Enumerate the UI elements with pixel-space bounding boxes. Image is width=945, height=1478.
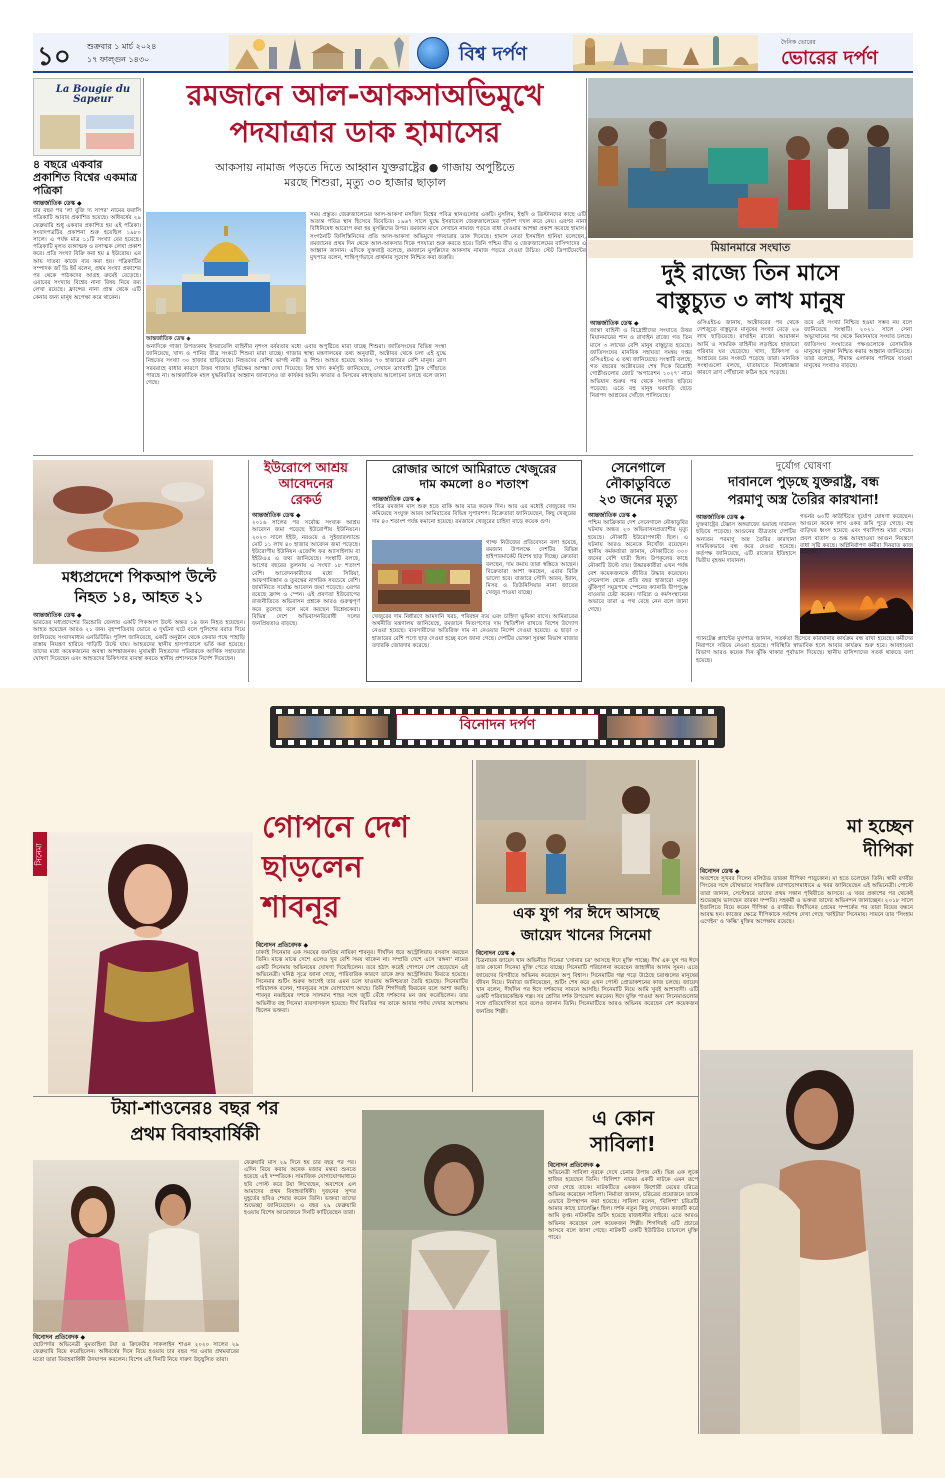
deepika-headline-line2: দীপিকা xyxy=(863,840,913,861)
zayed-illustration xyxy=(476,760,696,904)
zayed-body xyxy=(476,950,698,1092)
europe-headline-line1: ইউরোপে আশ্রয় xyxy=(264,461,348,476)
divider xyxy=(586,78,587,452)
myanmar-text-2: ওসিএইচএ জানায়, অক্টোবরের পর থেকে দেশজুড়ে বাস্তুচ্যুত মানুষের সংখ্যা বেড়ে ২৬ লাখ ছাড়িয়েছে। রাখাইন রাজ্যে আরাকান আর্মি ও সামরিক বাহিনীর লড়াইয়ে হাজারো পরিবার ঘর ছেড়েছে। খাদ্য, চিকিৎসা ও আশ্রয়ের চরম সংকটে পড়েছে তারা। মানবিক সংস্থাগুলো বলছে, যাতায়াতে নিষেধাজ্ঞার কারণে ত্রাণ পৌঁছানো কঠিন হয়ে পড়েছে। xyxy=(697,320,799,377)
globe-icon xyxy=(417,37,449,69)
toya-headline-line1: টয়া-শাওনের৪ বছর পর xyxy=(111,1098,279,1119)
zayed-headline-line2: জায়েদ খানের সিনেমা xyxy=(520,926,652,944)
sabila-illustration xyxy=(362,1110,544,1434)
left-story-byline: আন্তর্জাতিক ডেস্ক ◆ xyxy=(33,200,82,207)
dates-text-right: গাল্ফ নিউজের প্রতিবেদনে বলা হয়েছে, রমজান উপলক্ষে দেশটির বিভিন্ন হাইপারমার্কেট বিশেষ ছাড় দিচ্ছে। ক্রেতারা বলছেন, দাম কমায় তারা স্বস্তিতে আছেন। বিক্রেতারা আশা করছেন, এবার বিক্রি ভালো হবে। বাজারে সৌদি আরব, ইরান, মিসর ও তিউনিসিয়ার নানা জাতের খেজুর পাওয়া যাচ্ছে। xyxy=(486,540,578,597)
entertainment-section-title: বিনোদন দর্পণ xyxy=(459,717,536,733)
film-strip-banner xyxy=(270,706,725,748)
cinema-side-tab xyxy=(33,832,47,876)
film-strip-frames-left xyxy=(278,716,388,738)
world-landmarks-illustration xyxy=(573,35,758,71)
senegal-headline-line1: সেনেগালে xyxy=(610,461,666,476)
myanmar-headline-line2: বাস্তুচ্যুত ৩ লাখ মানুষ xyxy=(656,289,845,314)
date-line-2: ১৭ ফাল্গুন ১৪৩০ xyxy=(87,55,150,64)
divider xyxy=(33,1096,698,1097)
toya-body-left xyxy=(33,1334,239,1434)
toya-headline-line2: প্রথম বিবাহবার্ষিকী xyxy=(130,1124,260,1145)
zayed-headline-line1: এক যুগ পর ঈদে আসছে xyxy=(513,904,659,922)
lead-body-col1 xyxy=(310,212,586,452)
shabnur-headline-line2: ছাড়লেন xyxy=(262,850,363,885)
wildfire-body-col2 xyxy=(800,514,913,557)
cinema-side-tab-label: সিনেমা xyxy=(34,843,44,866)
europe-headline-line2: আবেদনের xyxy=(278,477,334,492)
divider xyxy=(691,460,692,682)
newspaper-image-block xyxy=(86,115,134,129)
landmarks-illustration xyxy=(229,35,409,71)
sabila-headline-line1: এ কোন xyxy=(591,1106,655,1130)
dates-body-top xyxy=(372,496,576,540)
toya-body-mid xyxy=(244,1160,356,1434)
europe-body xyxy=(252,512,360,684)
mp-byline: আন্তর্জাতিক ডেস্ক ◆ xyxy=(33,612,82,619)
wildfire-kicker: দুর্যোগ ঘোষণা xyxy=(775,461,832,472)
myanmar-text-1: জান্তা বাহিনী ও বিদ্রোহীদের সংঘাতে উত্তর মিয়ানমারের শান ও রাখাইন রাজ্যে গত তিন মাসে ৩ লাখের বেশি মানুষ বাস্তুচ্যুত হয়েছে। জাতিসংঘের মানবিক সহায়তা সমন্বয় দপ্তর ওসিএইচএ এ তথ্য জানিয়েছে। সংস্থাটি বলছে, গত বছরের অক্টোবরের শেষ দিকে বিদ্রোহী গোষ্ঠীগুলোর জোট 'অপারেশন ১০২৭' নামে অভিযান শুরুর পর থেকে সংঘাত ছড়িয়ে পড়েছে। এতে বহু মানুষ ঘরবাড়ি ছেড়ে নিরাপদ আশ্রয়ের খোঁজে পালিয়েছে। xyxy=(590,328,692,400)
market-illustration xyxy=(372,540,482,612)
wildfire-byline: আন্তর্জাতিক ডেস্ক ◆ xyxy=(696,514,745,521)
dates-body-bottom xyxy=(372,614,578,680)
lead-body-col1-text: সময় প্রস্তুত। জেরুজালেমের আল-আকসা মসজিদ বিশ্বের পবিত্র স্থানগুলোর একটি। মুসলিম, ইহুদি ও খ্রিস্টানদের কাছে এটি অত্যন্ত পবিত্র স্থান হিসেবে বিবেচিত। ১৯৬৭ সালে যুদ্ধে ইসরায়েল জেরুজালেমের পূর্বাংশ দখল করে নেয়। এরপর নানা বিধিনিষেধ আরোপ করা হয় মুসল্লিদের উপর। রমজান মাসে সেখানে নামাজ পড়তে বাধা দেওয়ার আশঙ্কা প্রকাশ করেছে হামাস। সংগঠনটি ফিলিস্তিনিদের প্রতি আল-আকসা অভিমুখে পদযাত্রার ডাক দিয়েছে। হামাস নেতা ইসমাইল হানিয়া বলেছেন, রমজানের প্রথম দিন থেকে আল-আকসার দিকে পদযাত্রা শুরু করতে হবে। তিনি পশ্চিম তীর ও জেরুজালেমের বাসিন্দাদের এ আহ্বান জানান। এদিকে যুক্তরাষ্ট্র বলেছে, রমজানে মুসল্লিদের আকসায় নামাজ পড়তে দেওয়া উচিত। স্টেট ডিপার্টমেন্টের মুখপাত্র বলেন, শান্তিপূর্ণভাবে প্রার্থনার সুযোগ নিশ্চিত করা জরুরি। xyxy=(310,212,586,262)
sabila-byline: বিনোদন প্রতিবেদক ◆ xyxy=(548,1162,601,1169)
wildfire-headline-line1: দাবানলে পুড়ছে যুক্তরাষ্ট্র, বন্ধ xyxy=(728,475,879,490)
left-story-body xyxy=(33,200,141,452)
wildfire-body-col1 xyxy=(696,514,796,634)
shabnur-text: ঢাকাই সিনেমার এক সময়ের জনপ্রিয় নায়িকা শাবনূর। দীর্ঘদিন ধরে অস্ট্রেলিয়ায় বসবাস করছেন তিনি। মাঝে মাঝে দেশে এলেও খুব বেশি সময় থাকেন না। সম্প্রতি দেশে এসে 'রঙ্গনা' নামের একটি সিনেমায় অভিনয়ের ঘোষণা দিয়েছিলেন। তবে হঠাৎ করেই গোপনে দেশ ছেড়েছেন এই অভিনেত্রী। ঘনিষ্ঠ সূত্রে জানা গেছে, পারিবারিক কারণে তাকে দ্রুত অস্ট্রেলিয়ায় ফিরতে হয়েছে। সিনেমার শুটিং শুরুর আগেই তার এমন চলে যাওয়ায় অনিশ্চয়তা তৈরি হয়েছে। সিনেমাটির পরিচালক বলেন, শাবনূরের সঙ্গে যোগাযোগ আছে। তিনি শিগগিরই ফিরবেন বলে আশা করছি। শাবনূর নব্বইয়ের দশকে সালমান শাহর সঙ্গে জুটি বেঁধে দর্শকদের মন জয় করেছিলেন। তার অভিনীত বহু সিনেমা ব্যবসাসফল হয়েছে। দীর্ঘ বিরতির পর তাকে আবার পর্দায় দেখার অপেক্ষায় ছিলেন ভক্তরা। xyxy=(256,950,468,1014)
shabnur-byline: বিনোদন প্রতিবেদক ◆ xyxy=(256,942,309,949)
mp-text: ভারতের মধ্যপ্রদেশের ডিন্ডোরি জেলায় একটি পিকআপ উল্টে অন্তত ১৪ জন নিহত হয়েছেন। আহত হয়েছেন আরও ২১ জন। বৃহস্পতিবার ভোরে এ দুর্ঘটনা ঘটে বলে পুলিশের বরাত দিয়ে জানিয়েছে সংবাদমাধ্যম এনডিটিভি। পুলিশ জানিয়েছে, একটি অনুষ্ঠান থেকে ফেরার পথে পাহাড়ি রাস্তায় নিয়ন্ত্রণ হারিয়ে গাড়িটি উল্টে যায়। আহতদের স্থানীয় হাসপাতালে ভর্তি করা হয়েছে। তাদের মধ্যে কয়েকজনের অবস্থা আশঙ্কাজনক। মুখ্যমন্ত্রী নিহতদের পরিবারকে আর্থিক সহায়তার ঘোষণা দিয়েছেন এবং আহতদের চিকিৎসার ব্যবস্থা করতে স্থানীয় প্রশাসনকে নির্দেশ দিয়েছেন। xyxy=(33,620,245,663)
shabnur-body xyxy=(256,942,468,1092)
shabnur-headline-line3: শাবনূর xyxy=(262,890,340,925)
zayed-byline: বিনোদন ডেস্ক ◆ xyxy=(476,950,516,957)
wildfire-text-2: গভর্নর ৬০টি কাউন্টিতে দুর্যোগ ঘোষণা করেছেন। আগুনে কয়েক লাখ একর জমি পুড়ে গেছে। বহু বাড়িঘর ধ্বংস হয়েছে এবং গবাদিপশু মারা গেছে। প্রবল বাতাস ও শুষ্ক আবহাওয়া আগুন নিয়ন্ত্রণে বাধা সৃষ্টি করছে। অগ্নিনির্বাপণ কর্মীরা দিনরাত কাজ করছেন। xyxy=(800,514,913,557)
lead-subhead-sep: ● xyxy=(428,161,439,174)
senegal-headline-line3: ২৩ জনের মৃত্যু xyxy=(598,493,678,508)
wildfire-text-bottom: প্যানটেক্স প্ল্যান্টের মুখপাত্র জানান, সতর্কতা হিসেবে কারখানার কার্যক্রম বন্ধ রাখা হয়েছে। কর্মীদের নিরাপদে সরিয়ে নেওয়া হয়েছে। পরিস্থিতি স্বাভাবিক হলে আবার কার্যক্রম শুরু হবে। আবহাওয়া বিভাগ আরও কয়েক দিন ঝুঁকি থাকার পূর্বাভাস দিয়েছে। স্থানীয় বাসিন্দাদের সতর্ক থাকতে বলা হয়েছে। xyxy=(696,636,913,664)
lead-body-col2-text: অন্যদিকে গাজা উপত্যকায় ইসরায়েলি বাহিনীর নৃশংস বর্বরতার মধ্যে এবার অপুষ্টিতে মারা যাচ্ছে শিশুরা। জাতিসংঘের বিভিন্ন সংস্থা জানিয়েছে, খাদ্য ও পানির তীব্র সংকটে শিশুরা মারা যাচ্ছে। গাজার স্বাস্থ্য মন্ত্রণালয়ের তথ্য অনুযায়ী, অক্টোবর থেকে চলা এই যুদ্ধে নিহতের সংখ্যা ৩০ হাজার ছাড়িয়েছে। নিহতদের বেশির ভাগই নারী ও শিশু। আহত হয়েছে আরও ৭০ হাজারের বেশি মানুষ। ত্রাণ সরবরাহে বাধার কারণে উত্তর গাজায় দুর্ভিক্ষের আশঙ্কা দেখা দিয়েছে। বিশ্ব খাদ্য কর্মসূচি জানিয়েছে, সেখানে ত্রাণবাহী ট্রাক পৌঁছাতে পারছে না। আন্তর্জাতিক মহল যুদ্ধবিরতির আহ্বান জানালেও তা কার্যকর হয়নি। কাতার ও মিসরের মধ্যস্থতায় আলোচনা চলছে বলে জানা গেছে। xyxy=(146,344,446,387)
zayed-text: চিত্রনায়ক জায়েদ খান অভিনীত সিনেমা 'সোনার চর' আসছে ঈদে মুক্তি পাচ্ছে। দীর্ঘ এক যুগ পর ঈদে তার কোনো সিনেমা মুক্তি পেতে যাচ্ছে। সিনেমাটি পরিচালনা করেছেন জাহাঙ্গীর আলম সুমন। এতে জায়েদের বিপরীতে অভিনয় করেছেন অপু বিশ্বাস। সিনেমাটির গল্প গড়ে উঠেছে চরাঞ্চলের মানুষের জীবন নিয়ে। নির্মাতা জানিয়েছেন, শুটিং শেষ করে এখন পোস্ট প্রোডাকশনের কাজ চলছে। জায়েদ খান বলেন, দীর্ঘদিন পর ঈদে দর্শকদের সামনে আসছি। সিনেমাটি নিয়ে আমি খুবই আশাবাদী। এটি একটি পরিবারকেন্দ্রিক গল্প। সব শ্রেণির দর্শক উপভোগ করবেন। ঈদে মুক্তি পাওয়া অন্য সিনেমাগুলোর সঙ্গে প্রতিযোগিতা হবে বলেও জানান তিনি। সিনেমাটিতে আরও অভিনয় করেছেন বেশ কয়েকজন জনপ্রিয় শিল্পী। xyxy=(476,958,698,1015)
myanmar-kicker: মিয়ানমারে সংঘাত xyxy=(710,241,791,254)
lead-subhead-line2: মরছে শিশুরা, মৃত্যু ৩০ হাজার ছাড়াল xyxy=(284,176,446,189)
myanmar-body-col3 xyxy=(804,320,912,452)
lead-photo-caption: আন্তর্জাতিক ডেস্ক ◆ xyxy=(146,336,191,342)
lead-subhead-b: গাজায় অপুষ্টিতে xyxy=(441,161,515,174)
wildfire-text-1: যুক্তরাষ্ট্রের টেক্সাস অঙ্গরাজ্যে ভয়াবহ দাবানল ছড়িয়ে পড়েছে। আগুনের তীব্রতায় দেশটির অন্যতম পরমাণু অস্ত্র তৈরির কারখানা সাময়িকভাবে বন্ধ করে দেওয়া হয়েছে। কর্তৃপক্ষ জানিয়েছে, এটি রাজ্যের ইতিহাসে দ্বিতীয় বৃহত্তম দাবানল। xyxy=(696,522,796,565)
senegal-body xyxy=(588,512,688,684)
deepika-photo xyxy=(700,1050,913,1434)
wildfire-photo xyxy=(800,548,913,634)
toya-illustration xyxy=(33,1160,239,1332)
sabila-photo xyxy=(362,1110,544,1434)
europe-byline: আন্তর্জাতিক ডেস্ক ◆ xyxy=(252,512,301,519)
sabila-text: অভিনেত্রী সাবিলা নূরকে দেখে চেনার উপায় নেই। ভিন্ন এক লুকে হাজির হয়েছেন তিনি। 'বিলিশা' নামের একটি নাটকে এমন রূপে দেখা গেছে তাকে। নাটকটিতে একজন কিশোরী মেয়ের চরিত্রে অভিনয় করেছেন সাবিলা। নির্মাতা জানান, চরিত্রের প্রয়োজনে তাকে এভাবে উপস্থাপন করা হয়েছে। সাবিলা বলেন, 'বিলিশা' চরিত্রটি আমার কাছে চ্যালেঞ্জিং ছিল। দর্শক নতুন কিছু দেখবেন। কাজটি করে আমি তৃপ্ত। নাটকটির শুটিং হয়েছে রাজধানীর বাইরে। এতে আরও অভিনয় করেছেন বেশ কয়েকজন শিল্পী। শিগগিরই এটি প্রচারে আসবে বলে জানা গেছে। নাটকটি একটি ইউটিউব চ্যানেলে মুক্তি পাবে। xyxy=(548,1170,698,1242)
divider xyxy=(248,460,249,682)
dates-text-bottom: খেজুরের দাম নির্ধারণে আমদানি খরচ, পরিবহন ব্যয় এবং চাহিদা ভূমিকা রাখে। আমিরাতের অর্থনীতি মন্ত্রণালয় জানিয়েছে, রমজানে নিত্যপণ্যের দাম স্থিতিশীল রাখতে বিশেষ উদ্যোগ নেওয়া হয়েছে। ব্যবসায়ীদের অতিরিক্ত দাম না নেওয়ার নির্দেশ দেওয়া হয়েছে। এ ছাড়া ৩ হাজারের বেশি পণ্যে ছাড় দেওয়া হচ্ছে বলে জানা গেছে। দেশটির ভোক্তা সুরক্ষা বিভাগ বাজার তদারকি জোরদার করেছে। xyxy=(372,614,578,649)
deepika-illustration xyxy=(700,1050,913,1434)
section-title: বিশ্ব দর্পণ xyxy=(459,43,527,65)
al-aqsa-photo xyxy=(146,212,306,334)
divider xyxy=(472,760,473,1092)
europe-headline-line3: রেকর্ড xyxy=(290,493,322,508)
toya-text-mid: ফেব্রুয়ারি মাস ২৯ দিনে হয় চার বছর পর পর। এদিন বিয়ে করায় অনেক মজার মন্তব্য শুনতে হয়েছে এই দম্পতিকে। সামাজিক যোগাযোগমাধ্যমে ছবি পোস্ট করে টয়া লিখেছেন, অবশেষে এল আমাদের প্রথম বিবাহবার্ষিকী। দুজনের সুন্দর মুহূর্তের ছবিও শেয়ার করেন তিনি। ভক্তরা তাদের শুভেচ্ছা জানিয়েছেন। এ বছর ২৯ ফেব্রুয়ারি হওয়ায় বিশেষ আয়োজনে দিনটি কাটিয়েছেন তারা। xyxy=(244,1160,356,1217)
lead-subhead-a: আকসায় নামাজ পড়তে দিতে আহ্বান যুক্তরাষ্ট্রের xyxy=(215,161,426,174)
myanmar-text-3: তবে এই সংখ্যা নিশ্চিত হওয়া সম্ভব নয় বলে জানিয়েছে সংস্থাটি। ২০২১ সালে সেনা অভ্যুত্থানের পর থেকে মিয়ানমারে সংঘাত চলছে। জাতিসংঘ সংঘাতের পক্ষগুলোকে বেসামরিক মানুষের সুরক্ষা নিশ্চিত করার আহ্বান জানিয়েছে। তারা বলেছে, সীমান্ত এলাকায় পালিয়ে যাওয়া মানুষের সংখ্যাও বাড়ছে। xyxy=(804,320,912,370)
myanmar-body-col1 xyxy=(590,320,692,452)
toya-photo xyxy=(33,1160,239,1332)
date-line-1: শুক্রবার ১ মার্চ ২০২৪ xyxy=(87,42,157,51)
masthead xyxy=(33,33,913,73)
mp-headline-line1: মধ্যপ্রদেশে পিকআপ উল্টে xyxy=(61,568,217,586)
europe-text: ২০১৬ সালের পর সর্বোচ্চ সংখ্যক আশ্রয় আবেদন জমা পড়েছে ইউরোপীয় ইউনিয়নে। ২০২৩ সালে ইইউ, নরওয়ে ও সুইজারল্যান্ডে মোট ১১ লাখ ৪০ হাজার আবেদন জমা পড়েছে। ইউরোপীয় ইউনিয়ন এজেন্সি ফর অ্যাসাইলাম বা ইইউএএ এ তথ্য জানিয়েছে। সংস্থাটি বলছে, আগের বছরের তুলনায় এ সংখ্যা ১৮ শতাংশ বেশি। আবেদনকারীদের মধ্যে সিরিয়া, আফগানিস্তান ও তুরস্কের নাগরিক সবচেয়ে বেশি। জার্মানিতে সর্বোচ্চ আবেদন জমা পড়েছে। এরপর রয়েছে ফ্রান্স ও স্পেন। এই প্রবণতা ইউরোপের রাজনীতিতে অভিবাসন প্রশ্নকে আরও গুরুত্বপূর্ণ করে তুলেছে বলে মনে করছেন বিশ্লেষকেরা। বিভিন্ন দেশে অভিবাসনবিরোধী দলের জনপ্রিয়তাও বাড়ছে। xyxy=(252,520,360,628)
page-number: ১০ xyxy=(37,42,71,72)
myanmar-body-col2 xyxy=(697,320,799,452)
film-strip-frames-right xyxy=(607,716,717,738)
toya-byline: বিনোদন প্রতিবেদক ◆ xyxy=(33,1334,86,1341)
myanmar-headline-line1: দুই রাজ্যে তিন মাসে xyxy=(661,261,840,286)
lead-subhead xyxy=(145,160,585,190)
paper-logo-small: দৈনিক ভোরের xyxy=(781,39,816,46)
dates-market-photo xyxy=(372,540,482,612)
accident-photo xyxy=(33,460,213,564)
wildfire-headline-line2: পরমাণু অস্ত্র তৈরির কারখানা! xyxy=(727,493,880,508)
wildfire-illustration xyxy=(800,548,913,634)
left-story-text: চার বছর পর 'লা বুজি দ্য সাপর' নামের ফরাসি পত্রিকাটি আবার প্রকাশিত হয়েছে। অধিবর্ষের ২৯ ফেব্রুয়ারি শুধু একবার প্রকাশিত হয় এই পত্রিকা। সংবাদপত্রটির প্রকাশনা শুরু হয়েছিল ১৯৮০ সালে। এ পর্যন্ত মাত্র ১১টি সংখ্যা বের হয়েছে। পত্রিকাটি মূলত ব্যঙ্গাত্মক ও রসাত্মক লেখা প্রকাশ করে। প্রতি সংখ্যা বিক্রি করা হয় ৪ ইউরোয়। এর আয় দাতব্য কাজে ব্যয় করা হয়। পত্রিকাটির সম্পাদক জ্যঁ ডি ইয়ঁ বলেন, প্রথম সংখ্যা প্রকাশের পর থেকে পাঠকদের আগ্রহ ক্রমেই বেড়েছে। এবারের সংখ্যায় বিশ্বের নানা বিষয় নিয়ে রম্য লেখা রয়েছে। ফ্রান্সের নানা প্রান্ত থেকে এটি কেনার জন্য মানুষ অপেক্ষা করে থাকেন। xyxy=(33,208,141,301)
divider xyxy=(33,455,913,456)
wildfire-body-bottom xyxy=(696,636,913,684)
shabnur-illustration xyxy=(48,832,253,1094)
dates-body-right xyxy=(486,540,578,612)
shabnur-headline-line1: গোপনে দেশ xyxy=(262,810,409,845)
film-strip-holes-bottom xyxy=(276,740,719,745)
deepika-body xyxy=(700,868,913,1048)
deepika-byline: বিনোদন ডেস্ক ◆ xyxy=(700,868,740,875)
paper-logo: ভোরের দর্পণ xyxy=(781,47,878,69)
left-story-headline: ৪ বছরে একবার প্রকাশিত বিশ্বের একমাত্র পত্রিকা xyxy=(33,158,138,197)
accident-illustration xyxy=(33,460,213,564)
newspaper-image-block xyxy=(86,133,134,149)
newspaper-image xyxy=(33,78,141,156)
sabila-body xyxy=(548,1162,698,1434)
dates-headline-line1: রোজার আগে আমিরাতে খেজুরের xyxy=(391,462,557,476)
divider xyxy=(698,760,699,1434)
shabnur-photo xyxy=(48,832,253,1094)
lead-headline-line2: পদযাত্রার ডাক হামাসের xyxy=(229,115,501,149)
mp-body xyxy=(33,612,245,682)
dates-headline-line2: দাম কমলো ৪০ শতাংশ xyxy=(419,477,529,491)
sabila-headline-line2: সাবিলা! xyxy=(590,1132,656,1156)
divider xyxy=(143,78,144,452)
dome-illustration xyxy=(146,212,306,334)
senegal-headline-line2: নৌকাডুবিতে xyxy=(605,477,671,492)
gaza-crowd-illustration xyxy=(588,78,913,238)
dates-text-top: পবিত্র রমজান মাস শুরু হতে বাকি আর মাত্র কয়েক দিন। আর এর মধ্যেই খেজুরের দাম কমিয়েছে সংযুক্ত আরব আমিরাতের বিভিন্ন সুপারশপ। বিক্রেতারা জানিয়েছেন, কিছু খেজুরের দাম ৪০ শতাংশ পর্যন্ত কমানো হয়েছে। রমজানে খেজুরের চাহিদা বাড়ে কয়েক গুণ। xyxy=(372,504,576,525)
gaza-photo xyxy=(588,78,913,238)
deepika-text: অবশেষে সুখবর দিলেন বলিউড তারকা দীপিকা পাড়ুকোন। মা হতে চলেছেন তিনি। স্বামী রণবীর সিংয়ের সঙ্গে যৌথভাবে সামাজিক যোগাযোগমাধ্যমে এ খবর জানিয়েছেন এই অভিনেত্রী। পোস্টে তারা জানান, সেপ্টেম্বরে তাদের প্রথম সন্তান পৃথিবীতে আসবে। এ খবর প্রকাশের পর থেকেই শুভেচ্ছায় ভাসছেন তারকা দম্পতি। সহকর্মী ও ভক্তরা তাদের অভিনন্দন জানাচ্ছেন। ২০১৮ সালে ইতালিতে বিয়ে করেন দীপিকা ও রণবীর। দীর্ঘদিনের প্রেমের সম্পর্কের পর তারা বিয়ের বন্ধনে আবদ্ধ হন। কাজের ক্ষেত্রে দীপিকাকে সর্বশেষ দেখা গেছে 'ফাইটার' সিনেমায়। সামনে তার 'সিংহাম এগেইন' ও 'কল্কি' মুক্তির অপেক্ষায় রয়েছে। xyxy=(700,876,913,926)
deepika-headline-line1: মা হচ্ছেন xyxy=(847,816,913,837)
mp-headline-line2: নিহত ১৪, আহত ২১ xyxy=(74,588,204,606)
senegal-byline: আন্তর্জাতিক ডেস্ক ◆ xyxy=(588,512,637,519)
myanmar-byline: আন্তর্জাতিক ডেস্ক ◆ xyxy=(590,320,639,327)
zayed-photo xyxy=(476,760,696,904)
lead-headline-line1: রমজানে আল-আকসাঅভিমুখে xyxy=(186,78,544,112)
dates-byline: আন্তর্জাতিক ডেস্ক ◆ xyxy=(372,496,421,503)
newspaper-image-masthead: La Bougie du Sapeur xyxy=(55,84,131,105)
toya-text-left: ছোটপর্দার অভিনেত্রী মুমতাহিনা টয়া ও ক্রিকেটার সাকলাইন শাওন ২০২০ সালের ২৯ ফেব্রুয়ারি বিয়ে করেছিলেন। অধিবর্ষের দিনে বিয়ে হওয়ায় চার বছর পর এবার প্রথমবারের মতো তারা বিবাহবার্ষিকী উদযাপন করলেন। বিশেষ এই দিনটি নিয়ে দারুণ উচ্ছ্বসিত তারা। xyxy=(33,1342,239,1363)
senegal-text: পশ্চিম আফ্রিকার দেশ সেনেগালে নৌকাডুবির ঘটনায় অন্তত ২৩ অভিবাসনপ্রত্যাশীর মৃত্যু হয়েছে। নৌকাটি ইউরোপগামী ছিল। এ ঘটনায় আরও অনেকে নিখোঁজ রয়েছেন। স্থানীয় কর্মকর্তারা জানান, নৌকাটিতে ৩০০ জনের বেশি যাত্রী ছিল। উপকূলের কাছে নৌকাটি উল্টে যায়। উদ্ধারকারীরা এখন পর্যন্ত বেশ কয়েকজনকে জীবিত উদ্ধার করেছেন। সেনেগাল থেকে প্রতি বছর হাজারো মানুষ ঝুঁকিপূর্ণ সমুদ্রপথে স্পেনের ক্যানারি দ্বীপপুঞ্জে যাওয়ার চেষ্টা করেন। দারিদ্র্য ও কর্মসংস্থানের অভাবে তারা এ পথ বেছে নেন বলে জানা গেছে। xyxy=(588,520,688,613)
newspaper-image-block xyxy=(40,115,80,149)
